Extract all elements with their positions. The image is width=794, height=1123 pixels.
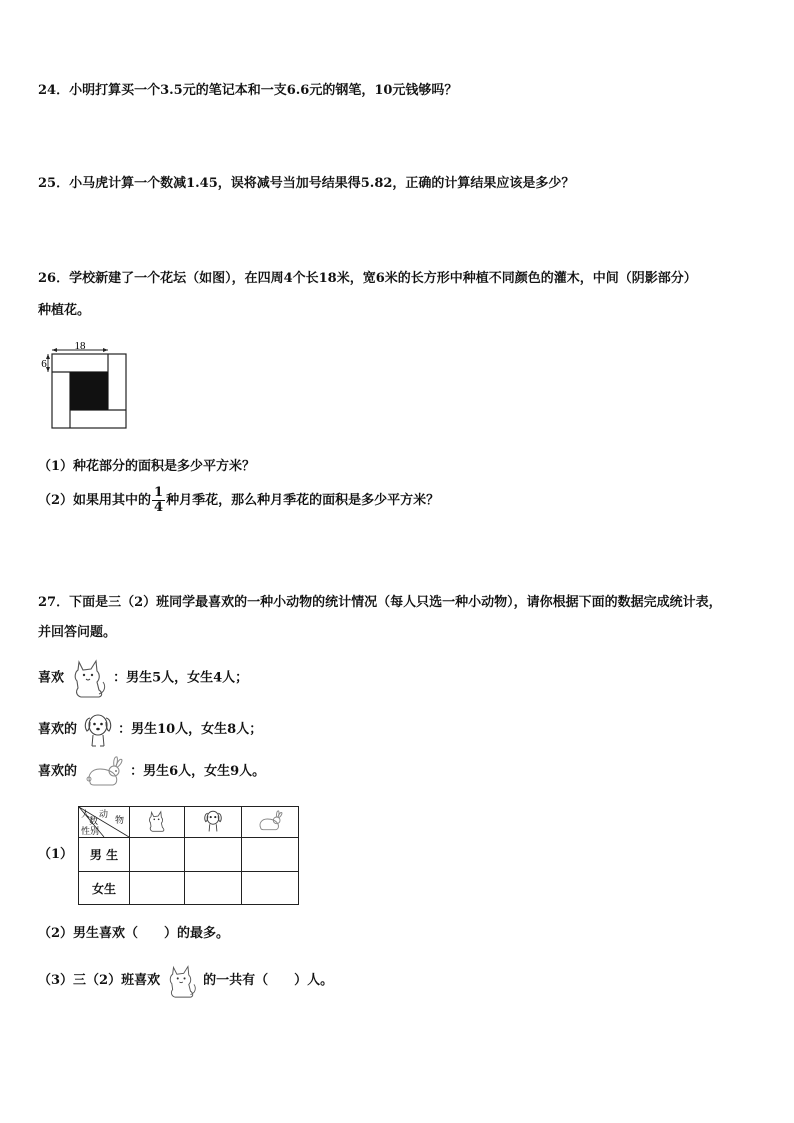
header-label-gender: 性别 bbox=[81, 827, 100, 837]
question-26-sub1: （1）种花部分的面积是多少平方米？ bbox=[38, 459, 256, 474]
cat-icon bbox=[165, 960, 199, 1002]
statistics-table bbox=[78, 806, 299, 905]
cell-boys-dog[interactable] bbox=[185, 838, 242, 872]
sub2-prefix: （2）如果用其中的 bbox=[38, 493, 152, 508]
sub2-suffix: 种月季花，那么种月季花的面积是多少平方米？ bbox=[166, 493, 440, 508]
fraction-numerator: 1 bbox=[154, 485, 164, 500]
question-27-line1: 27．下面是三（2）班同学最喜欢的一种小动物的统计情况（每人只选一种小动物），请你根据下面的数据完成统计表， bbox=[38, 595, 722, 610]
cell-boys-cat[interactable] bbox=[130, 838, 185, 872]
cell-girls-cat[interactable] bbox=[130, 872, 185, 905]
like-row-dog bbox=[38, 708, 262, 752]
like-count-rabbit: ：男生6人，女生9人。 bbox=[130, 764, 266, 779]
question-26-line2: 种植花。 bbox=[38, 303, 91, 318]
table-row-girls bbox=[79, 872, 299, 905]
table-header-row bbox=[79, 807, 299, 838]
row-label-boys: 男 生 bbox=[79, 838, 130, 872]
fraction-one-quarter bbox=[152, 486, 165, 515]
header-dog-cell bbox=[185, 807, 242, 838]
diagonal-header-cell bbox=[79, 807, 130, 838]
row-label-girls: 女生 bbox=[79, 872, 130, 905]
table-row-boys bbox=[79, 838, 299, 872]
question-27-sub3 bbox=[38, 958, 333, 1004]
like-row-rabbit bbox=[38, 750, 265, 794]
cell-girls-dog[interactable] bbox=[185, 872, 242, 905]
question-26-sub2 bbox=[38, 485, 439, 517]
question-27-sub2: （2）男生喜欢（ ）的最多。 bbox=[38, 926, 230, 941]
header-label-shu: 数 bbox=[89, 817, 99, 827]
cat-icon bbox=[69, 656, 109, 700]
fraction-denominator: 4 bbox=[154, 500, 164, 515]
shaded-center bbox=[70, 372, 108, 410]
dog-icon bbox=[202, 808, 224, 834]
header-label-wu: 物 bbox=[115, 816, 125, 826]
header-label-ren: 人 bbox=[81, 810, 91, 820]
header-label-dong: 动 bbox=[99, 810, 109, 820]
header-rabbit-cell bbox=[242, 807, 299, 838]
sub3-suffix: 的一共有（ ）人。 bbox=[203, 973, 334, 988]
cell-girls-rabbit[interactable] bbox=[242, 872, 299, 905]
dog-icon bbox=[82, 710, 114, 750]
like-prefix: 喜欢的 bbox=[38, 764, 78, 779]
cat-icon bbox=[145, 809, 169, 833]
header-cat-cell bbox=[130, 807, 185, 838]
like-count-dog: ：男生10人，女生8人； bbox=[118, 722, 263, 737]
question-25: 25．小马虎计算一个数减1.45，误将减号当加号结果得5.82，正确的计算结果应该是多少？ bbox=[38, 176, 575, 191]
cell-boys-rabbit[interactable] bbox=[242, 838, 299, 872]
flower-bed-figure bbox=[36, 338, 136, 430]
like-row-cat bbox=[38, 656, 248, 701]
rabbit-icon bbox=[255, 809, 285, 833]
like-prefix: 喜欢的 bbox=[38, 722, 78, 737]
table-label: （1） bbox=[38, 847, 74, 862]
like-prefix: 喜欢 bbox=[38, 670, 65, 686]
rabbit-icon bbox=[82, 754, 126, 790]
like-count-cat: ：男生5人，女生4人； bbox=[113, 670, 249, 686]
width-label: 6 bbox=[41, 358, 47, 370]
question-26-line1: 26．学校新建了一个花坛（如图），在四周4个长18米，宽6米的长方形中种植不同颜色的灌木，中间（阴影部分） bbox=[38, 271, 697, 286]
length-label: 18 bbox=[74, 340, 86, 352]
question-27-line2: 并回答问题。 bbox=[38, 625, 117, 640]
question-24: 24．小明打算买一个3.5元的笔记本和一支6.6元的钢笔，10元钱够吗？ bbox=[38, 83, 458, 98]
sub3-prefix: （3）三（2）班喜欢 bbox=[38, 973, 161, 988]
